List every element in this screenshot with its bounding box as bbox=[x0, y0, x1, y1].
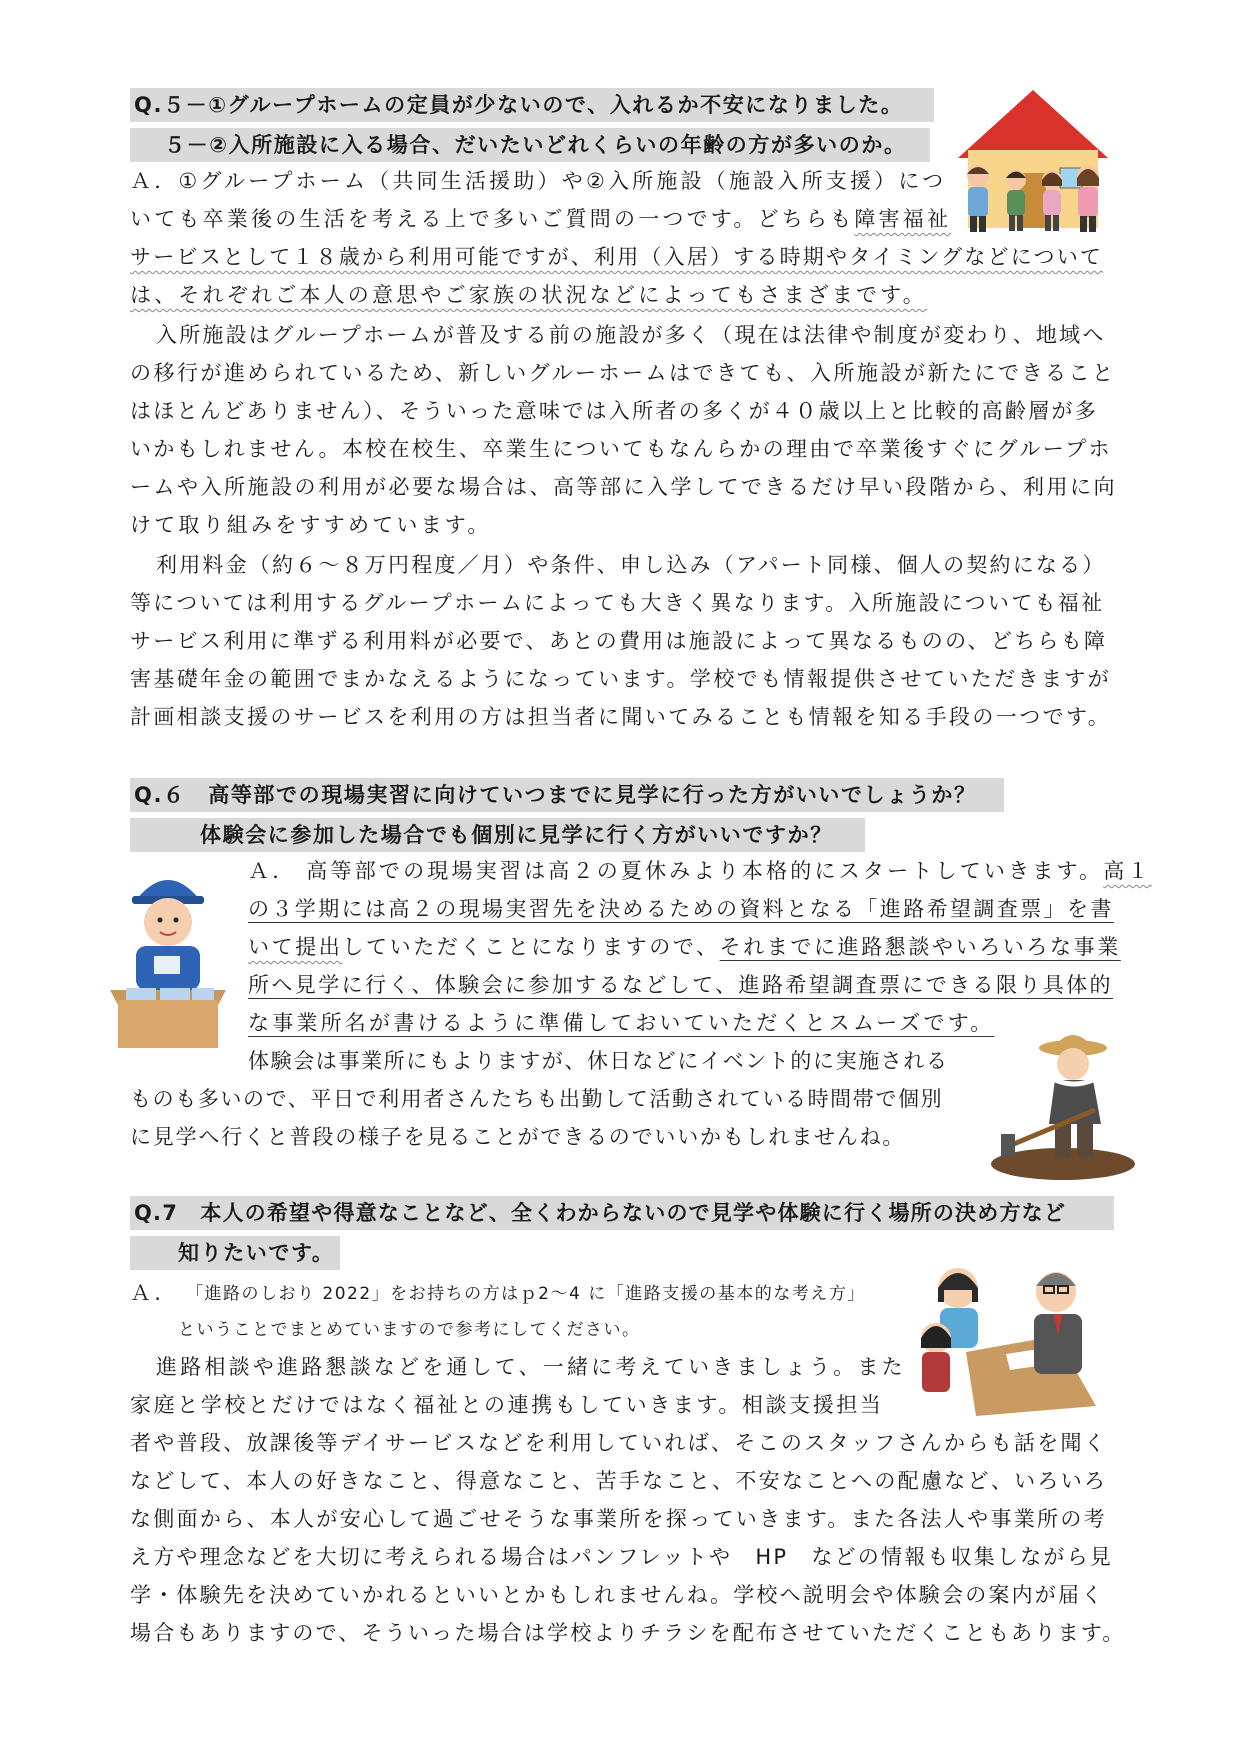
q5-answer-line: Ａ．①グループホーム（共同生活援助）や②入所施設（施設入所支援）につ bbox=[130, 169, 947, 193]
q5-answer-line-emphasis: サービスとして１８歳から利用可能ですが、利用（入居）する時期やタイミングなどについて bbox=[130, 245, 1104, 269]
q6-answer-line bbox=[248, 856, 1152, 886]
q6-answer-emphasis: いて提出 bbox=[248, 935, 343, 959]
q7-title-line2: 知りたいです。 bbox=[130, 1236, 340, 1270]
q5-paragraph3-line: 害基礎年金の範囲でまかなえるようになっています。学校でも情報提供させていただきますが bbox=[130, 667, 1112, 691]
consultation-meeting-illustration bbox=[906, 1256, 1106, 1416]
q7-paragraph2-line: な側面から、本人が安心して過ごせそうな事業所を探っていきます。また各法人や事業所の考 bbox=[130, 1507, 1107, 1531]
q5-paragraph3-line: 計画相談支援のサービスを利用の方は担当者に聞いてみることも情報を知る手段の一つです。 bbox=[130, 705, 1112, 729]
q5-paragraph3-line: 等については利用するグループホームによっても大きく異なります。入所施設についても福祉 bbox=[130, 591, 1105, 615]
q7-intro-line: 「進路のしおり 2022」をお持ちの方はｐ2～4 に「進路支援の基本的な考え方」 bbox=[186, 1284, 866, 1304]
q7-paragraph2-line: 者や普段、放課後等デイサービスなどを利用していれば、そこのスタッフさんからも話を聞く bbox=[130, 1431, 1108, 1455]
q7-paragraph2-line: 学・体験先を決めていかれるといいとかもしれませんね。学校へ説明会や体験会の案内が届く bbox=[130, 1583, 1105, 1607]
q5-paragraph2-line: 入所施設はグループホームが普及する前の施設が多く（現在は法律や制度が変わり、地域へ bbox=[156, 323, 1106, 347]
q5-answer-line bbox=[130, 204, 951, 234]
house-family-illustration bbox=[948, 88, 1118, 238]
q6-answer-label: Ａ． bbox=[248, 859, 297, 883]
q6-answer-text: していただくことになりますので、 bbox=[342, 935, 720, 959]
q6-title-line1: Q.６ 高等部での現場実習に向けていつまでに見学に行った方がいいでしょうか？ bbox=[130, 778, 1004, 812]
q6-answer-line-underlined: 所へ見学に行く、体験会に参加するなどして、進路希望調査票にできる限り具体的 bbox=[248, 973, 1113, 997]
q5-answer-emphasis: 障害福祉 bbox=[854, 207, 952, 231]
q6-answer-underlined: な事業所名が書けるように準備しておいていただくとスムーズです。 bbox=[248, 1011, 995, 1035]
q6-paragraph2-line: 体験会は事業所にもよりますが、休日などにイベント的に実施される bbox=[248, 1049, 949, 1073]
q5-paragraph3-line: 利用料金（約６～８万円程度／月）や条件、申し込み（アパート同様、個人の契約になる） bbox=[156, 553, 1106, 577]
q6-answer-line bbox=[248, 932, 1121, 962]
q6-answer-line-underlined: の３学期には高２の現場実習先を決めるための資料となる「進路希望調査票」を書 bbox=[248, 897, 1114, 921]
q5-answer-text: いても卒業後の生活を考える上で多いご質問の一つです。どちらも bbox=[130, 207, 855, 231]
q7-paragraph2-line: 場合もありますので、そういった場合は学校よりチラシを配布させていただくこともあります。 bbox=[130, 1621, 1126, 1645]
q5-title-line2: ５－②入所施設に入る場合、だいたいどれくらいの年齢の方が多いのか。 bbox=[130, 128, 930, 162]
q7-intro-line: ということでまとめていますので参考にしてください。 bbox=[178, 1320, 641, 1340]
q7-paragraph2-line: 家庭と学校とだけではなく福祉との連携もしていきます。相談支援担当 bbox=[130, 1393, 884, 1417]
q7-paragraph2-line: え方や理念などを大切に考えられる場合はパンフレットや HP などの情報も収集しながら見 bbox=[130, 1545, 1114, 1569]
q6-paragraph2-line: ものも多いので、平日で利用者さんたちも出勤して活動されている時間帯で個別 bbox=[130, 1087, 944, 1111]
q5-paragraph3-line: サービス利用に準ずる利用料が必要で、あとの費用は施設によって異なるものの、どちらも障 bbox=[130, 629, 1108, 653]
farmer-digging-illustration bbox=[985, 1026, 1135, 1181]
q6-answer-underlined: それまでに進路懇談やいろいろな事業 bbox=[719, 935, 1121, 959]
q7-paragraph2-line: 進路相談や進路懇談などを通して、一緒に考えていきましょう。また bbox=[156, 1355, 906, 1379]
q6-answer-emphasis: 高１ bbox=[1103, 859, 1152, 883]
q7-title-line1: Q.7 本人の希望や得意なことなど、全くわからないので見学や体験に行く場所の決め方など bbox=[130, 1196, 1114, 1230]
q5-paragraph2-line: いかもしれません。本校在校生、卒業生についてもなんらかの理由で卒業後すぐにグループホ bbox=[130, 437, 1112, 461]
q6-answer-line bbox=[248, 1008, 994, 1038]
q5-paragraph2-line: はほとんどありません）、そういった意味では入所者の多くが４０歳以上と比較的高齢層が多 bbox=[130, 399, 1099, 423]
q5-paragraph2-line: けて取り組みをすすめています。 bbox=[130, 513, 492, 537]
q6-paragraph2-line: に見学へ行くと普段の様子を見ることができるのでいいかもしれませんね。 bbox=[130, 1125, 906, 1149]
q7-paragraph2-line: などして、本人の好きなこと、得意なこと、苦手なこと、不安なことへの配慮など、いろいろ bbox=[130, 1469, 1108, 1493]
q5-paragraph2-line: ームや入所施設の利用が必要な場合は、高等部に入学してできるだけ早い段階から、利用に向 bbox=[130, 475, 1117, 499]
q5-paragraph2-line: の移行が進められているため、新しいグルーホームはできても、入所施設が新たにできること bbox=[130, 361, 1116, 385]
q6-title-line2: 体験会に参加した場合でも個別に見学に行く方がいいですか？ bbox=[130, 818, 865, 852]
q7-answer-label: Ａ. bbox=[130, 1281, 165, 1305]
q6-answer-text: 高等部での現場実習は高２の夏休みより本格的にスタートしていきます。 bbox=[306, 859, 1104, 883]
q5-answer-line-emphasis: は、それぞれご本人の意思やご家族の状況などによってもさまざまです。 bbox=[130, 283, 927, 307]
q5-title-line1: Q.５－①グループホームの定員が少ないので、入れるか不安になりました。 bbox=[130, 88, 934, 122]
worker-packing-illustration bbox=[106, 860, 231, 1050]
